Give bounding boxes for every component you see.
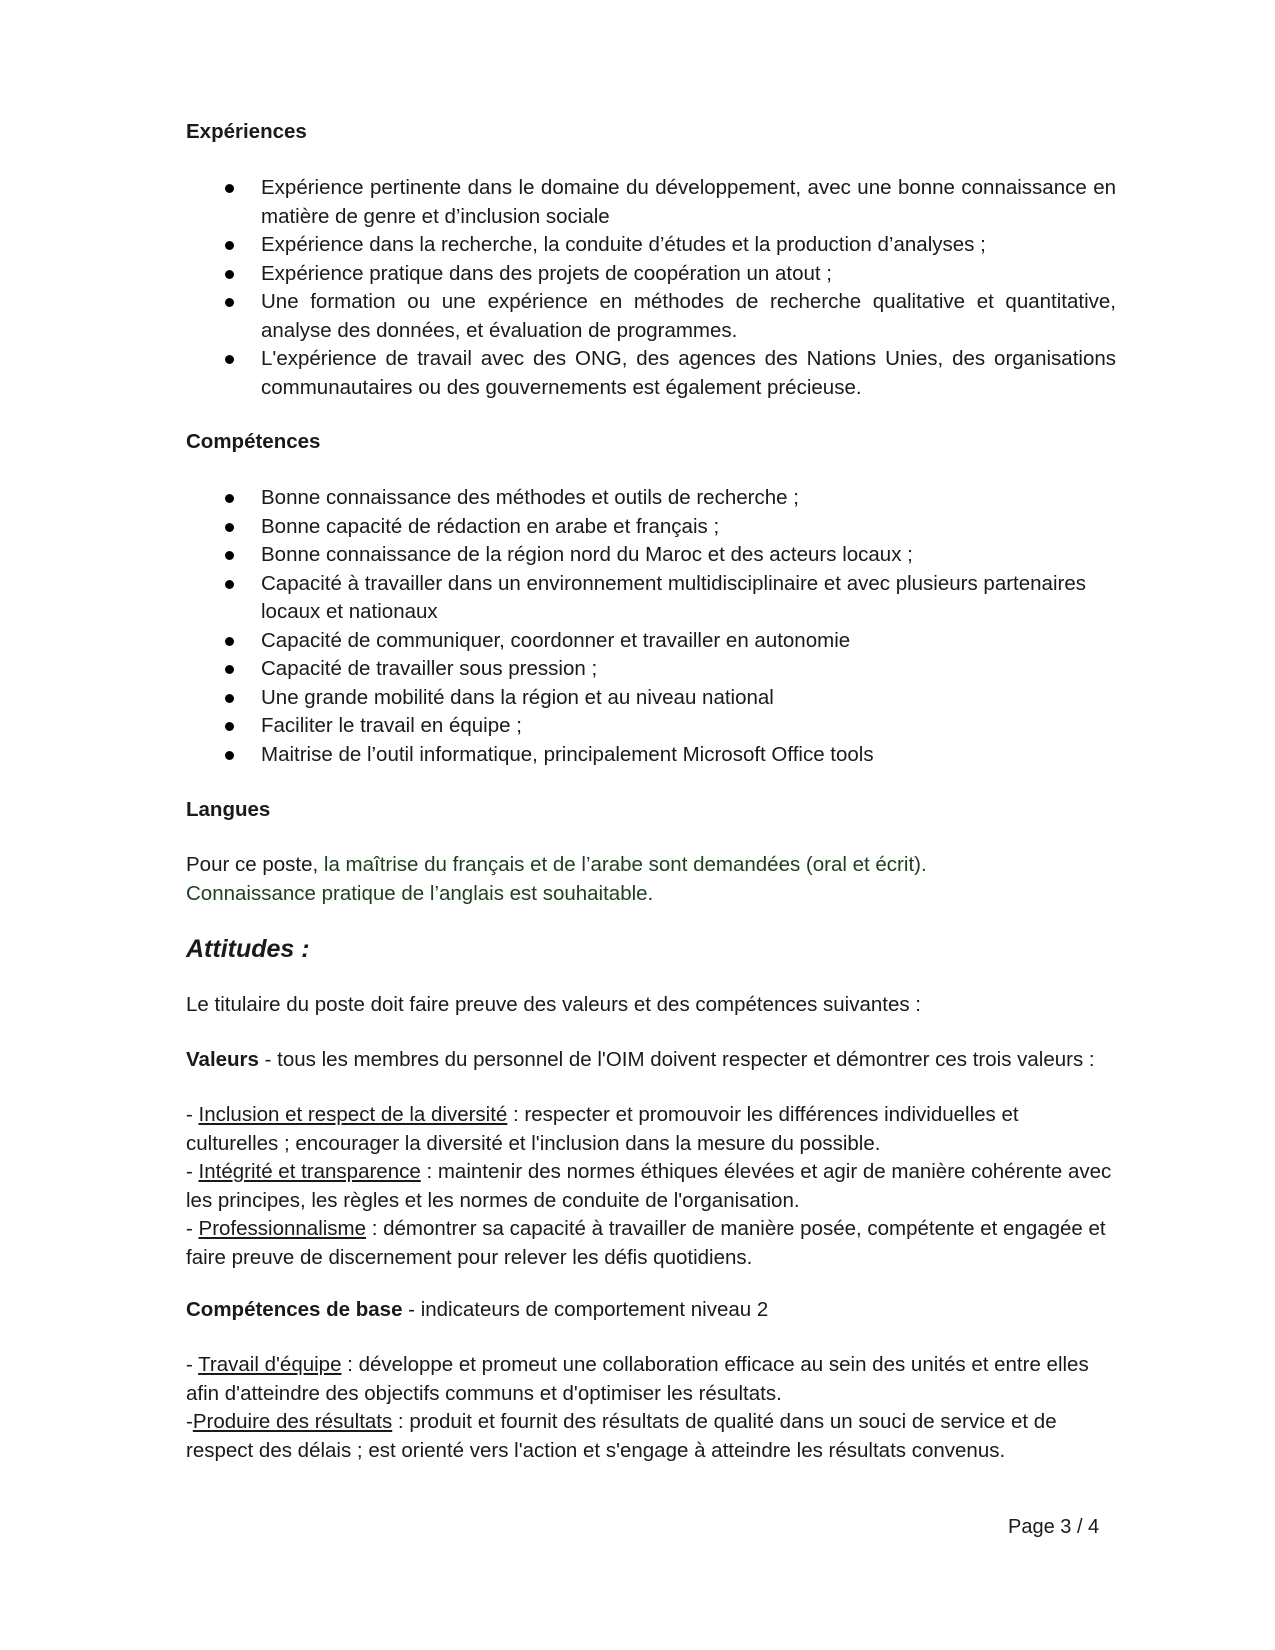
- list-item: Bonne connaissance de la région nord du Maroc et des acteurs locaux ;: [186, 541, 1116, 570]
- list-item: Capacité à travailler dans un environnement multidisciplinaire et avec plusieurs partenaires locaux et nationaux: [186, 570, 1116, 627]
- bullet-icon: [225, 241, 234, 250]
- bullet-icon: [225, 355, 234, 364]
- bullet-icon: [225, 722, 234, 731]
- attitudes-intro: Le titulaire du poste doit faire preuve des valeurs et des compétences suivantes :: [186, 993, 922, 1016]
- bullet-icon: [225, 551, 234, 560]
- bullet-icon: [225, 494, 234, 503]
- langues-heading: Langues: [186, 798, 271, 821]
- bullet-icon: [225, 751, 234, 760]
- list-item: Expérience pertinente dans le domaine du développement, avec une bonne connaissance en matière de genre et d’inclusion sociale: [186, 174, 1116, 231]
- bullet-icon: [225, 523, 234, 532]
- bullet-icon: [225, 580, 234, 589]
- valeur-item: - Inclusion et respect de la diversité : respecter et promouvoir les différences individuelles et culturelles ; encourager la diversité et l'inclusion dans la mesure du possible.: [186, 1103, 1019, 1155]
- list-item: Une grande mobilité dans la région et au niveau national: [186, 684, 1116, 713]
- list-item: Faciliter le travail en équipe ;: [186, 712, 1116, 741]
- attitudes-title: Attitudes :: [186, 935, 310, 963]
- list-item: Une formation ou une expérience en méthodes de recherche qualitative et quantitative, analyse des données, et évaluation de programmes.: [186, 288, 1116, 345]
- competences-heading: Compétences: [186, 430, 321, 453]
- list-item: Expérience dans la recherche, la conduite d’études et la production d’analyses ;: [186, 231, 1116, 260]
- list-item: Expérience pratique dans des projets de coopération un atout ;: [186, 260, 1116, 289]
- competence-base-item: - Travail d'équipe : développe et promeut une collaboration efficace au sein des unités et entre elles afin d'atteindre des objectifs communs et d'optimiser les résultats.: [186, 1353, 1089, 1405]
- competences-base-list: [186, 1351, 1116, 1465]
- valeurs-intro: Valeurs - tous les membres du personnel de l'OIM doivent respecter et démontrer ces trois valeurs :: [186, 1048, 1095, 1071]
- competences-list: [186, 484, 1116, 769]
- list-item: Maitrise de l’outil informatique, principalement Microsoft Office tools: [186, 741, 1116, 770]
- competences-base-intro: Compétences de base - indicateurs de comportement niveau 2: [186, 1298, 769, 1321]
- valeur-item: - Intégrité et transparence : maintenir des normes éthiques élevées et agir de manière cohérente avec les principes, les règles et les normes de conduite de l'organisation.: [186, 1160, 1112, 1212]
- experiences-heading: Expériences: [186, 120, 307, 143]
- valeurs-list: [186, 1101, 1116, 1272]
- list-item: Bonne capacité de rédaction en arabe et français ;: [186, 513, 1116, 542]
- bullet-icon: [225, 184, 234, 193]
- bullet-icon: [225, 298, 234, 307]
- list-item: Capacité de travailler sous pression ;: [186, 655, 1116, 684]
- list-item: Capacité de communiquer, coordonner et travailler en autonomie: [186, 627, 1116, 656]
- experiences-list: [186, 174, 1116, 402]
- bullet-icon: [225, 270, 234, 279]
- bullet-icon: [225, 665, 234, 674]
- valeur-item: - Professionnalisme : démontrer sa capacité à travailler de manière posée, compétente et engagée et faire preuve de discernement pour relever les défis quotidiens.: [186, 1217, 1106, 1269]
- bullet-icon: [225, 637, 234, 646]
- list-item: L'expérience de travail avec des ONG, des agences des Nations Unies, des organisations communautaires ou des gouvernements est également précieuse.: [186, 345, 1116, 402]
- competence-base-item: -Produire des résultats : produit et fournit des résultats de qualité dans un souci de service et de respect des délais ; est orienté vers l'action et s'engage à atteindre les résultats convenus.: [186, 1410, 1057, 1462]
- page-number: Page 3 / 4: [1008, 1516, 1100, 1538]
- list-item: Bonne connaissance des méthodes et outils de recherche ;: [186, 484, 1116, 513]
- langues-text: Pour ce poste, la maîtrise du français et de l’arabe sont demandées (oral et écrit). Connaissance pratique de l’anglais est souhaitable.: [186, 853, 927, 905]
- bullet-icon: [225, 694, 234, 703]
